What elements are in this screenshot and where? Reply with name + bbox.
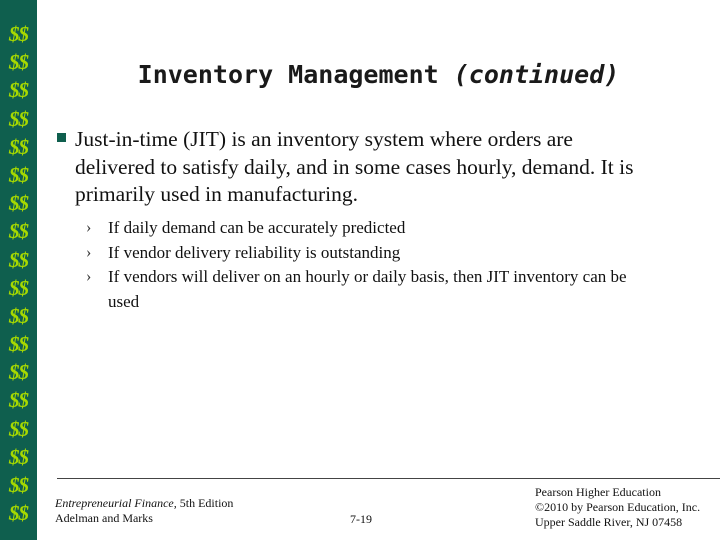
chevron-right-icon: › <box>86 219 92 236</box>
publisher-line-1: Pearson Higher Education <box>535 485 661 499</box>
sub-bullet-text: If vendor delivery reliability is outstanding <box>108 242 401 262</box>
dollar-glyph: $$ <box>9 444 28 469</box>
chevron-right-icon: › <box>86 243 92 261</box>
sub-bullet-list <box>86 216 646 314</box>
chevron-right-icon: › <box>86 268 92 285</box>
sub-bullet <box>86 241 646 266</box>
dollar-glyph: $$ <box>9 219 28 244</box>
sub-bullet <box>86 216 646 241</box>
page-number: 7-19 <box>350 512 372 526</box>
book-authors: Adelman and Marks <box>55 511 153 525</box>
dollar-glyph: $$ <box>9 501 28 526</box>
footer-book-info <box>55 496 233 526</box>
dollar-glyph: $$ <box>9 473 28 497</box>
main-bullet <box>57 126 657 209</box>
sub-bullet-text: If daily demand can be accurately predicted <box>108 218 406 237</box>
dollar-glyph: $$ <box>9 50 28 75</box>
dollar-glyph: $$ <box>9 247 28 272</box>
dollar-glyph: $$ <box>9 78 28 103</box>
dollar-glyph: $$ <box>9 22 28 46</box>
sub-bullet <box>86 265 646 314</box>
square-bullet-icon <box>57 133 66 142</box>
footer-divider <box>57 478 720 479</box>
dollar-glyph: $$ <box>9 106 28 131</box>
sub-bullet-text: If vendors will deliver on an hourly or daily basis, then JIT inventory can be used <box>108 267 627 311</box>
main-bullet-text: Just-in-time (JIT) is an inventory system where orders are delivered to satisfy daily, and in some cases hourly, demand. It is primarily used in manufacturing. <box>75 127 634 206</box>
slide-title-suffix: (continued) <box>453 60 620 89</box>
slide-title <box>0 60 720 89</box>
dollar-glyph: $$ <box>9 275 28 300</box>
slide-title-main: Inventory Management <box>137 60 439 89</box>
book-title: Entrepreneurial Finance, <box>55 496 177 510</box>
publisher-line-3: Upper Saddle River, NJ 07458 <box>535 515 683 529</box>
dollar-glyph: $$ <box>9 388 28 413</box>
dollar-glyph: $$ <box>9 303 28 328</box>
dollar-glyph: $$ <box>9 360 28 385</box>
dollar-glyph: $$ <box>9 162 28 187</box>
publisher-line-2: ©2010 by Pearson Education, Inc. <box>535 500 701 514</box>
dollar-glyph: $$ <box>9 191 28 216</box>
dollar-glyph: $$ <box>9 332 28 357</box>
book-edition: 5th Edition <box>176 496 234 510</box>
footer-publisher <box>535 485 700 530</box>
dollar-glyph: $$ <box>9 134 28 159</box>
dollar-glyph: $$ <box>9 416 28 441</box>
